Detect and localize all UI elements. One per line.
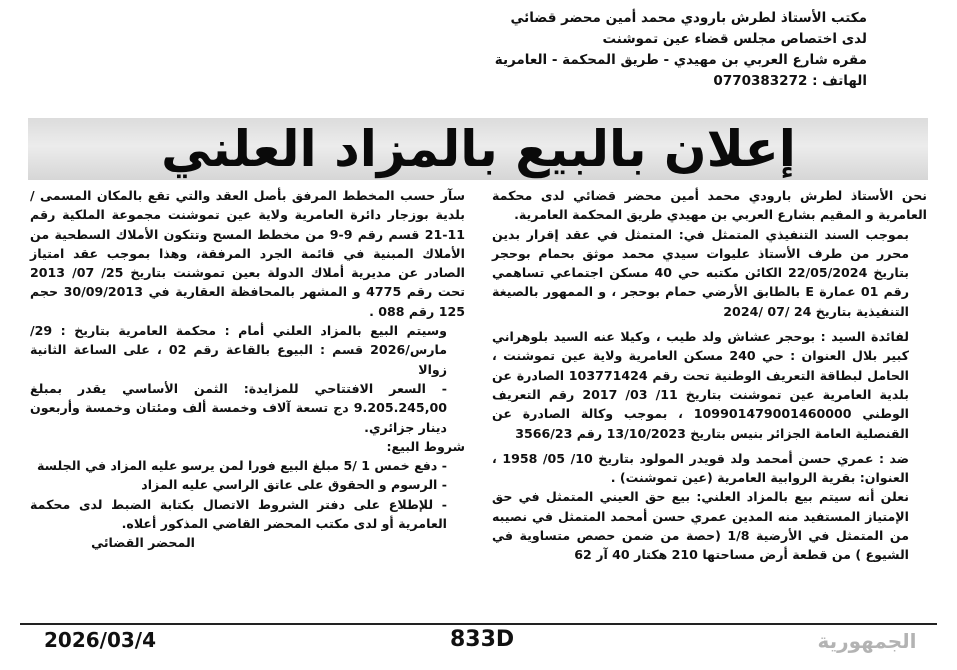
paragraph-defendant: ضد : عمري حسن أمحمد ولد قويدر المولود بتاريخ 10/ 05/ 1958 ، العنوان: بقرية الروابية العامرية (عين تموشنت) . bbox=[492, 450, 909, 486]
paragraph-intro: نحن الأستاذ لطرش بارودي محمد أمين محضر قضائي لدى محكمة العامرية و المقيم بشارع العربي بن مهيدي طريق المحكمة العامرية. bbox=[492, 188, 927, 223]
heading-sale-conditions: شروط البيع: bbox=[386, 438, 465, 454]
paragraph-beneficiary: لفائدة السيد : بوحجر عشاش ولد طيب ، وكيلا عنه السيد بلوهراني كبير بلال العنوان : حي 240 مسكن العامرية ولاية عين تموشنت ، الحامل لبطاقة التعريف الوطنية تحت رقم 103771424 الصادرة عن بلدية العامرية عين تموشنت بتاريخ 11/ 03/ 2017 رقم التعريف الوطني 109901479001460000 ، بموجب وكالة الصادرة عن القنصلية العامة الجزائر بنيس بتاريخ 13/10/2023 رقم 3566/23 bbox=[492, 329, 910, 441]
condition-terms-consultation: - للإطلاع على دفتر الشروط الاتصال بكتابة الضبط لدى محكمة العامرية أو لدى مكتب المحضر القاضي المذكور أعلاه. bbox=[30, 496, 447, 532]
header-phone-label: الهاتف : bbox=[812, 73, 867, 89]
footer-page-code: 833D bbox=[444, 625, 520, 655]
paragraph-property-details: سآر حسب المخطط المرفق بأصل العقد والتي تقع بالمكان المسمى / بلدية بوزجار دائرة العامرية ولاية عين تموشنت مجموعة الملكية رقم 11-21 قسم رقم 9-9 من مخطط المسح وتتكون الأملاك السطحية من الأملاك المبنية في قائمة الجرد المرفقة، وهذا بموجب عقد امتياز الصادر عن مديرية أملاك الدولة بعين تموشنت بتاريخ 25/ 07/ 2013 تحت رقم 4775 و المشهر بالمحافظة العقارية في 30/09/2013 حجم 125 رقم 088 . bbox=[30, 188, 465, 319]
paragraph-opening-price: - السعر الافتتاحي للمزايدة: الثمن الأساسي يقدر بمبلغ 9.205.245,00 دج تسعة آلاف وخمسة ألف ومئتان وخمسة وأربعون دينار جزائري. bbox=[30, 380, 447, 435]
announcement-headline: إعلان بالبيع بالمزاد العلني bbox=[161, 120, 796, 178]
signature-bailiff: المحضر القضائي bbox=[91, 535, 195, 551]
condition-fees: - الرسوم و الحقوق على عاتق الراسي عليه المزاد bbox=[141, 477, 447, 493]
header-office-name: مكتب الأستاذ لطرش بارودي محمد أمين محضر قضائي bbox=[510, 10, 867, 26]
header-phone-number: 0770383272 bbox=[713, 73, 808, 89]
left-text-column bbox=[30, 186, 465, 553]
bailiff-office-header bbox=[267, 8, 867, 92]
condition-payment: - دفع خمس 1 /5 مبلغ البيع فورا لمن يرسو عليه المزاد في الجلسة bbox=[37, 458, 447, 474]
paragraph-auction-date: وسيتم البيع بالمزاد العلني أمام : محكمة العامرية بتاريخ : 29/ مارس/2026 قسم : البيوع بالقاعة رقم 02 ، على الساعة الثانية زوالا bbox=[30, 323, 447, 377]
paragraph-sale-object: نعلن أنه سيتم بيع بالمزاد العلني: بيع حق العيني المتمثل في حق الإمتياز المستفيد منه المدين عمري حسن أمحمد المتمثل في نصيبه من المتمثل في الأرضية 1/8 (حصة من ضمن حصص متساوية في الشيوع ) من قطعة أرض مساحتها 210 هكتار 40 آر 62 bbox=[492, 489, 909, 563]
right-text-column bbox=[492, 186, 927, 565]
paragraph-enforcement-title: بموجب السند التنفيذي المتمثل في: المتمثل في عقد إقرار بدين محرر من طرف الأستاذ عليوات سيدي محمد موثق بحمام بوحجر بتاريخ 22/05/2024 الكائن مكتبه حي 40 مسكن اجتماعي تساهمي رقم 01 عمارة E بالطابق الأرضي حمام بوحجر ، و الممهور بالصيغة التنفيذية بتاريخ 24 /07 /2024 bbox=[492, 226, 909, 319]
header-jurisdiction: لدى اختصاص مجلس قضاء عين تموشنت bbox=[602, 31, 867, 47]
header-phone-line bbox=[267, 71, 867, 92]
footer-date: 2026/03/4 bbox=[38, 625, 162, 655]
newspaper-logo: الجمهورية bbox=[807, 628, 927, 654]
header-address: مقره شارع العربي بن مهيدي - طريق المحكمة - العامرية bbox=[494, 52, 867, 68]
